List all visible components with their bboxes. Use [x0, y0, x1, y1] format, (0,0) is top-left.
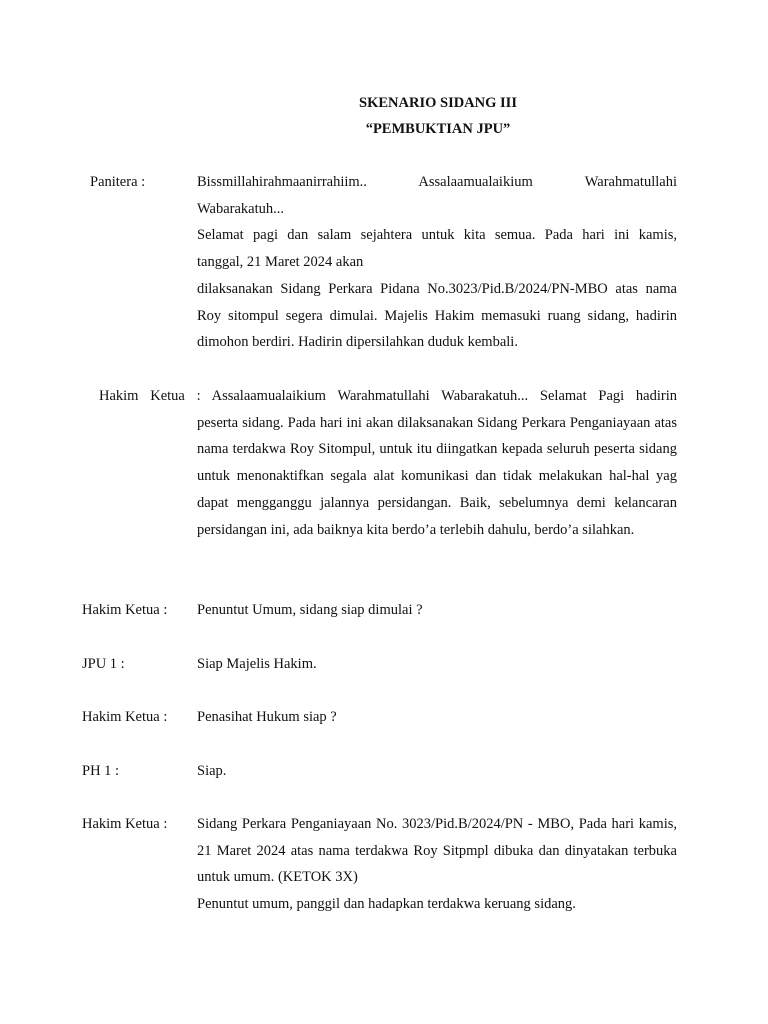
dialogue-line: Penuntut umum, panggil dan hadapkan terdakwa keruang sidang. [197, 896, 576, 913]
dialogue-text: Penuntut Umum, sidang siap dimulai ? [197, 602, 423, 618]
speaker-label-hakim-ketua: Hakim Ketua : [82, 709, 168, 725]
dialogue-line: Selamat pagi dan salam sejahtera untuk kita semua. Pada hari ini kamis, [197, 227, 677, 244]
dialogue-text: Penasihat Hukum siap ? [197, 709, 337, 725]
dialogue-hakim-ketua-opening-session [197, 811, 677, 918]
dialogue-line: tanggal, 21 Maret 2024 akan [197, 254, 364, 271]
dialogue-panitera [197, 169, 677, 356]
dialogue-line: Bissmillahirahmaanirrahiim.. Assalaamualaikium Warahmatullahi [197, 174, 677, 190]
dialogue-line: Sidang Perkara Penganiayaan No. 3023/Pid.B/2024/PN - MBO, Pada hari kamis, 21 Maret 2024 atas nama terdakwa Roy Sitpmpl dibuka dan dinyatakan terbuka untuk umum. (KETOK 3X) [197, 816, 677, 886]
document-title: SKENARIO SIDANG III [359, 95, 517, 111]
dialogue-line: Assalaamualaikium Warahmatullahi Wabarakatuh... Selamat Pagi hadirin [211, 388, 677, 404]
speaker-label-hakim-ketua: Hakim Ketua : [82, 816, 168, 832]
dialogue-hakim-ketua-opening [99, 383, 677, 543]
speaker-label-panitera: Panitera : [90, 174, 146, 190]
speaker-label-jpu-1: JPU 1 : [82, 656, 125, 672]
dialogue-line: dilaksanakan Sidang Perkara Pidana No.3023/Pid.B/2024/PN-MBO atas nama Roy sitompul segera dimulai. Majelis Hakim memasuki ruang sidang, hadirin dimohon berdiri. Hadirin dipersilahkan duduk kembali. [197, 280, 677, 351]
document-subtitle: “PEMBUKTIAN JPU” [365, 121, 511, 137]
dialogue-line: Wabarakatuh... [197, 200, 284, 217]
speaker-label-ph-1: PH 1 : [82, 763, 120, 779]
speaker-label-hakim-ketua: Hakim Ketua : [82, 602, 168, 618]
dialogue-text: peserta sidang. Pada hari ini akan dilaksanakan Sidang Perkara Penganiayaan atas nama terdakwa Roy Sitompul, untuk itu diingatkan kepada seluruh peserta sidang untuk menonaktifkan segala alat komunikasi dan tidak melakukan hal-hal yag dapat mengganggu jalannya persidangan. Baik, sebelumnya demi kelancaran persidangan ini, ada baiknya kita berdo’a terlebih dahulu, berdo’a silahkan. [197, 414, 677, 538]
dialogue-text: Siap. [197, 763, 227, 779]
speaker-label-hakim-ketua: Hakim Ketua : [99, 388, 201, 404]
dialogue-text: Siap Majelis Hakim. [197, 656, 317, 672]
